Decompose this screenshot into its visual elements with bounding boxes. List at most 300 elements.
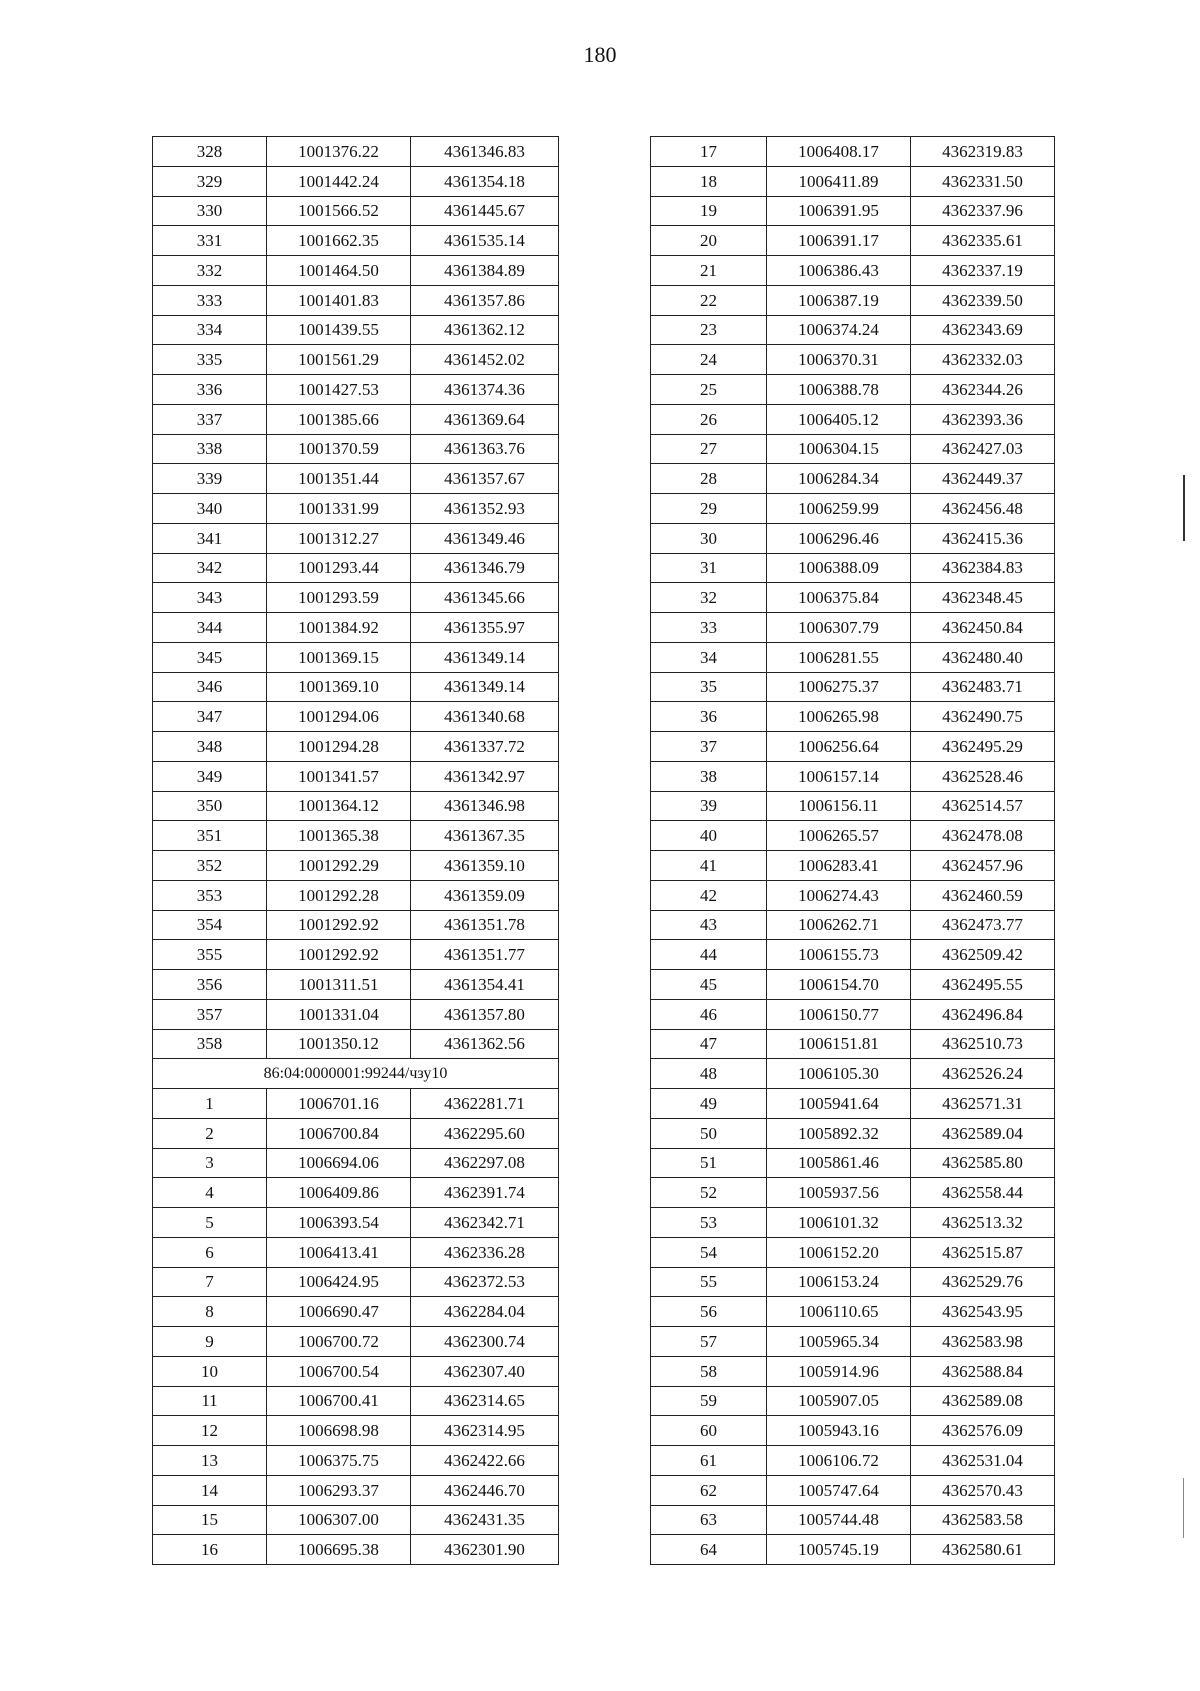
x-coordinate-cell: 1001369.10 [267,672,411,702]
table-row [153,285,559,315]
y-coordinate-cell: 4361346.83 [411,137,559,167]
x-coordinate-cell: 1005744.48 [767,1505,911,1535]
y-coordinate-cell: 4362478.08 [911,821,1055,851]
table-row [651,732,1055,762]
point-number-cell: 21 [651,256,767,286]
x-coordinate-cell: 1006700.54 [267,1356,411,1386]
point-number-cell: 3 [153,1148,267,1178]
y-coordinate-cell: 4362348.45 [911,583,1055,613]
point-number-cell: 54 [651,1237,767,1267]
point-number-cell: 39 [651,791,767,821]
x-coordinate-cell: 1001439.55 [267,315,411,345]
scan-mark [1183,1478,1184,1538]
x-coordinate-cell: 1001566.52 [267,196,411,226]
x-coordinate-cell: 1001293.59 [267,583,411,613]
point-number-cell: 339 [153,464,267,494]
x-coordinate-cell: 1006375.75 [267,1446,411,1476]
table-row [153,404,559,434]
point-number-cell: 332 [153,256,267,286]
page-number: 180 [583,42,617,67]
y-coordinate-cell: 4362391.74 [411,1178,559,1208]
table-row [651,970,1055,1000]
y-coordinate-cell: 4361354.41 [411,970,559,1000]
y-coordinate-cell: 4361340.68 [411,702,559,732]
y-coordinate-cell: 4361384.89 [411,256,559,286]
x-coordinate-cell: 1006262.71 [767,910,911,940]
x-coordinate-cell: 1006424.95 [267,1267,411,1297]
table-row [153,880,559,910]
y-coordinate-cell: 4362284.04 [411,1297,559,1327]
table-row [153,1327,559,1357]
y-coordinate-cell: 4362480.40 [911,642,1055,672]
x-coordinate-cell: 1001331.99 [267,494,411,524]
x-coordinate-cell: 1006265.57 [767,821,911,851]
point-number-cell: 64 [651,1535,767,1565]
point-number-cell: 59 [651,1386,767,1416]
table-row [651,1267,1055,1297]
table-row [153,970,559,1000]
table-row [153,315,559,345]
point-number-cell: 26 [651,404,767,434]
point-number-cell: 343 [153,583,267,613]
table-row [153,732,559,762]
point-number-cell: 41 [651,851,767,881]
point-number-cell: 51 [651,1148,767,1178]
y-coordinate-cell: 4361535.14 [411,226,559,256]
x-coordinate-cell: 1006101.32 [767,1208,911,1238]
table-row [153,553,559,583]
x-coordinate-cell: 1001561.29 [267,345,411,375]
x-coordinate-cell: 1001311.51 [267,970,411,1000]
point-number-cell: 24 [651,345,767,375]
point-number-cell: 28 [651,464,767,494]
y-coordinate-cell: 4362509.42 [911,940,1055,970]
y-coordinate-cell: 4361346.98 [411,791,559,821]
y-coordinate-cell: 4361345.66 [411,583,559,613]
point-number-cell: 49 [651,1089,767,1119]
y-coordinate-cell: 4361363.76 [411,434,559,464]
point-number-cell: 328 [153,137,267,167]
x-coordinate-cell: 1006393.54 [267,1208,411,1238]
table-row [153,702,559,732]
y-coordinate-cell: 4361352.93 [411,494,559,524]
point-number-cell: 336 [153,375,267,405]
y-coordinate-cell: 4362531.04 [911,1446,1055,1476]
section-title: 86:04:0000001:99244/чзу10 [153,1059,559,1089]
y-coordinate-cell: 4361367.35 [411,821,559,851]
point-number-cell: 7 [153,1267,267,1297]
table-row [651,1327,1055,1357]
point-number-cell: 10 [153,1356,267,1386]
x-coordinate-cell: 1001401.83 [267,285,411,315]
point-number-cell: 5 [153,1208,267,1238]
point-number-cell: 22 [651,285,767,315]
table-row [651,196,1055,226]
point-number-cell: 335 [153,345,267,375]
y-coordinate-cell: 4362339.50 [911,285,1055,315]
point-number-cell: 356 [153,970,267,1000]
point-number-cell: 50 [651,1118,767,1148]
point-number-cell: 8 [153,1297,267,1327]
scan-mark [1183,475,1185,541]
x-coordinate-cell: 1001350.12 [267,1029,411,1059]
table-row [651,672,1055,702]
y-coordinate-cell: 4362343.69 [911,315,1055,345]
x-coordinate-cell: 1006274.43 [767,880,911,910]
y-coordinate-cell: 4361369.64 [411,404,559,434]
table-row [651,761,1055,791]
table-row [153,1148,559,1178]
table-row [153,434,559,464]
y-coordinate-cell: 4362415.36 [911,523,1055,553]
x-coordinate-cell: 1001341.57 [267,761,411,791]
table-row [651,940,1055,970]
x-coordinate-cell: 1006375.84 [767,583,911,613]
coordinates-table-right [650,136,1055,1565]
y-coordinate-cell: 4361354.18 [411,166,559,196]
point-number-cell: 60 [651,1416,767,1446]
point-number-cell: 45 [651,970,767,1000]
table-row [153,613,559,643]
point-number-cell: 35 [651,672,767,702]
point-number-cell: 350 [153,791,267,821]
x-coordinate-cell: 1006283.41 [767,851,911,881]
y-coordinate-cell: 4362427.03 [911,434,1055,464]
y-coordinate-cell: 4362495.55 [911,970,1055,1000]
table-row [651,1297,1055,1327]
x-coordinate-cell: 1006296.46 [767,523,911,553]
point-number-cell: 48 [651,1059,767,1089]
point-number-cell: 15 [153,1505,267,1535]
point-number-cell: 342 [153,553,267,583]
table-row [153,1178,559,1208]
y-coordinate-cell: 4362543.95 [911,1297,1055,1327]
point-number-cell: 46 [651,999,767,1029]
table-row [651,1118,1055,1148]
x-coordinate-cell: 1006700.72 [267,1327,411,1357]
y-coordinate-cell: 4361342.97 [411,761,559,791]
point-number-cell: 53 [651,1208,767,1238]
y-coordinate-cell: 4361357.86 [411,285,559,315]
x-coordinate-cell: 1005965.34 [767,1327,911,1357]
table-row [651,1535,1055,1565]
table-row [153,821,559,851]
y-coordinate-cell: 4362342.71 [411,1208,559,1238]
point-number-cell: 331 [153,226,267,256]
y-coordinate-cell: 4362314.65 [411,1386,559,1416]
table-row [651,1237,1055,1267]
y-coordinate-cell: 4361362.12 [411,315,559,345]
x-coordinate-cell: 1006265.98 [767,702,911,732]
y-coordinate-cell: 4361351.78 [411,910,559,940]
x-coordinate-cell: 1006388.09 [767,553,911,583]
x-coordinate-cell: 1001351.44 [267,464,411,494]
y-coordinate-cell: 4362496.84 [911,999,1055,1029]
point-number-cell: 34 [651,642,767,672]
point-number-cell: 33 [651,613,767,643]
table-row [651,256,1055,286]
x-coordinate-cell: 1006409.86 [267,1178,411,1208]
x-coordinate-cell: 1006284.34 [767,464,911,494]
point-number-cell: 2 [153,1118,267,1148]
table-row [153,791,559,821]
x-coordinate-cell: 1006275.37 [767,672,911,702]
x-coordinate-cell: 1006304.15 [767,434,911,464]
table-row [651,315,1055,345]
x-coordinate-cell: 1006151.81 [767,1029,911,1059]
x-coordinate-cell: 1001662.35 [267,226,411,256]
table-row [153,1475,559,1505]
y-coordinate-cell: 4362301.90 [411,1535,559,1565]
table-row [153,999,559,1029]
y-coordinate-cell: 4362513.32 [911,1208,1055,1238]
point-number-cell: 25 [651,375,767,405]
point-number-cell: 337 [153,404,267,434]
x-coordinate-cell: 1006157.14 [767,761,911,791]
point-number-cell: 346 [153,672,267,702]
y-coordinate-cell: 4362422.66 [411,1446,559,1476]
x-coordinate-cell: 1006281.55 [767,642,911,672]
point-number-cell: 40 [651,821,767,851]
table-row [651,137,1055,167]
y-coordinate-cell: 4362344.26 [911,375,1055,405]
x-coordinate-cell: 1006152.20 [767,1237,911,1267]
y-coordinate-cell: 4362588.84 [911,1356,1055,1386]
x-coordinate-cell: 1001442.24 [267,166,411,196]
x-coordinate-cell: 1006700.84 [267,1118,411,1148]
point-number-cell: 340 [153,494,267,524]
table-row [153,523,559,553]
table-row [651,583,1055,613]
y-coordinate-cell: 4362571.31 [911,1089,1055,1119]
point-number-cell: 334 [153,315,267,345]
x-coordinate-cell: 1005937.56 [767,1178,911,1208]
table-row [651,1059,1055,1089]
x-coordinate-cell: 1006259.99 [767,494,911,524]
y-coordinate-cell: 4362319.83 [911,137,1055,167]
table-row [651,434,1055,464]
point-number-cell: 348 [153,732,267,762]
x-coordinate-cell: 1006695.38 [267,1535,411,1565]
table-row [651,880,1055,910]
point-number-cell: 56 [651,1297,767,1327]
table-row [651,1386,1055,1416]
x-coordinate-cell: 1006698.98 [267,1416,411,1446]
y-coordinate-cell: 4362446.70 [411,1475,559,1505]
point-number-cell: 13 [153,1446,267,1476]
x-coordinate-cell: 1006405.12 [767,404,911,434]
y-coordinate-cell: 4362449.37 [911,464,1055,494]
table-row [153,137,559,167]
x-coordinate-cell: 1006391.17 [767,226,911,256]
y-coordinate-cell: 4362514.57 [911,791,1055,821]
y-coordinate-cell: 4362490.75 [911,702,1055,732]
table-row [651,851,1055,881]
point-number-cell: 62 [651,1475,767,1505]
table-row [153,910,559,940]
point-number-cell: 345 [153,642,267,672]
y-coordinate-cell: 4361359.09 [411,880,559,910]
point-number-cell: 341 [153,523,267,553]
table-row [153,375,559,405]
x-coordinate-cell: 1006256.64 [767,732,911,762]
y-coordinate-cell: 4361349.46 [411,523,559,553]
x-coordinate-cell: 1001369.15 [267,642,411,672]
table-row [153,256,559,286]
x-coordinate-cell: 1001370.59 [267,434,411,464]
table-row [651,1416,1055,1446]
y-coordinate-cell: 4362431.35 [411,1505,559,1535]
x-coordinate-cell: 1006307.00 [267,1505,411,1535]
table-row [651,1475,1055,1505]
table-row [153,1356,559,1386]
y-coordinate-cell: 4362528.46 [911,761,1055,791]
y-coordinate-cell: 4362558.44 [911,1178,1055,1208]
x-coordinate-cell: 1006408.17 [767,137,911,167]
y-coordinate-cell: 4362307.40 [411,1356,559,1386]
x-coordinate-cell: 1006106.72 [767,1446,911,1476]
point-number-cell: 61 [651,1446,767,1476]
x-coordinate-cell: 1006388.78 [767,375,911,405]
y-coordinate-cell: 4362483.71 [911,672,1055,702]
x-coordinate-cell: 1001294.06 [267,702,411,732]
x-coordinate-cell: 1001464.50 [267,256,411,286]
y-coordinate-cell: 4361355.97 [411,613,559,643]
x-coordinate-cell: 1006154.70 [767,970,911,1000]
y-coordinate-cell: 4361351.77 [411,940,559,970]
y-coordinate-cell: 4362583.98 [911,1327,1055,1357]
point-number-cell: 12 [153,1416,267,1446]
y-coordinate-cell: 4362295.60 [411,1118,559,1148]
point-number-cell: 347 [153,702,267,732]
x-coordinate-cell: 1006374.24 [767,315,911,345]
y-coordinate-cell: 4362384.83 [911,553,1055,583]
point-number-cell: 42 [651,880,767,910]
point-number-cell: 330 [153,196,267,226]
y-coordinate-cell: 4361445.67 [411,196,559,226]
y-coordinate-cell: 4362473.77 [911,910,1055,940]
point-number-cell: 338 [153,434,267,464]
x-coordinate-cell: 1001293.44 [267,553,411,583]
table-row [651,464,1055,494]
table-row [153,1416,559,1446]
x-coordinate-cell: 1001292.28 [267,880,411,910]
point-number-cell: 1 [153,1089,267,1119]
x-coordinate-cell: 1006153.24 [767,1267,911,1297]
table-row [651,642,1055,672]
x-coordinate-cell: 1006701.16 [267,1089,411,1119]
x-coordinate-cell: 1005861.46 [767,1148,911,1178]
point-number-cell: 353 [153,880,267,910]
point-number-cell: 63 [651,1505,767,1535]
table-row [651,523,1055,553]
y-coordinate-cell: 4362336.28 [411,1237,559,1267]
point-number-cell: 37 [651,732,767,762]
table-row [651,494,1055,524]
point-number-cell: 23 [651,315,767,345]
y-coordinate-cell: 4362297.08 [411,1148,559,1178]
table-row [153,1208,559,1238]
table-row [651,1178,1055,1208]
table-row [153,226,559,256]
x-coordinate-cell: 1006110.65 [767,1297,911,1327]
x-coordinate-cell: 1006155.73 [767,940,911,970]
point-number-cell: 357 [153,999,267,1029]
point-number-cell: 30 [651,523,767,553]
point-number-cell: 32 [651,583,767,613]
table-row [153,672,559,702]
point-number-cell: 9 [153,1327,267,1357]
x-coordinate-cell: 1006150.77 [767,999,911,1029]
point-number-cell: 329 [153,166,267,196]
table-row [651,285,1055,315]
table-row [651,821,1055,851]
y-coordinate-cell: 4362510.73 [911,1029,1055,1059]
y-coordinate-cell: 4362281.71 [411,1089,559,1119]
x-coordinate-cell: 1001292.92 [267,940,411,970]
table-row [651,910,1055,940]
table-row [153,166,559,196]
table-row [153,761,559,791]
table-row [651,1208,1055,1238]
x-coordinate-cell: 1005941.64 [767,1089,911,1119]
x-coordinate-cell: 1001365.38 [267,821,411,851]
point-number-cell: 47 [651,1029,767,1059]
point-number-cell: 352 [153,851,267,881]
y-coordinate-cell: 4362332.03 [911,345,1055,375]
point-number-cell: 31 [651,553,767,583]
x-coordinate-cell: 1006387.19 [767,285,911,315]
y-coordinate-cell: 4362456.48 [911,494,1055,524]
point-number-cell: 333 [153,285,267,315]
table-row [651,702,1055,732]
point-number-cell: 354 [153,910,267,940]
y-coordinate-cell: 4361346.79 [411,553,559,583]
table-row [153,1118,559,1148]
x-coordinate-cell: 1006307.79 [767,613,911,643]
table-row [651,375,1055,405]
y-coordinate-cell: 4361359.10 [411,851,559,881]
point-number-cell: 29 [651,494,767,524]
table-row [153,583,559,613]
x-coordinate-cell: 1005914.96 [767,1356,911,1386]
table-row [153,345,559,375]
point-number-cell: 58 [651,1356,767,1386]
y-coordinate-cell: 4361357.80 [411,999,559,1029]
y-coordinate-cell: 4362393.36 [911,404,1055,434]
y-coordinate-cell: 4361362.56 [411,1029,559,1059]
table-row [651,1446,1055,1476]
x-coordinate-cell: 1006413.41 [267,1237,411,1267]
point-number-cell: 358 [153,1029,267,1059]
table-row [153,1446,559,1476]
y-coordinate-cell: 4362450.84 [911,613,1055,643]
point-number-cell: 17 [651,137,767,167]
point-number-cell: 44 [651,940,767,970]
table-row [153,1089,559,1119]
y-coordinate-cell: 4362585.80 [911,1148,1055,1178]
table-row [651,1505,1055,1535]
y-coordinate-cell: 4362337.19 [911,256,1055,286]
y-coordinate-cell: 4362372.53 [411,1267,559,1297]
y-coordinate-cell: 4361374.36 [411,375,559,405]
table-row [153,1237,559,1267]
table-row [651,1029,1055,1059]
y-coordinate-cell: 4362580.61 [911,1535,1055,1565]
point-number-cell: 19 [651,196,767,226]
table-row [651,613,1055,643]
table-row [153,642,559,672]
